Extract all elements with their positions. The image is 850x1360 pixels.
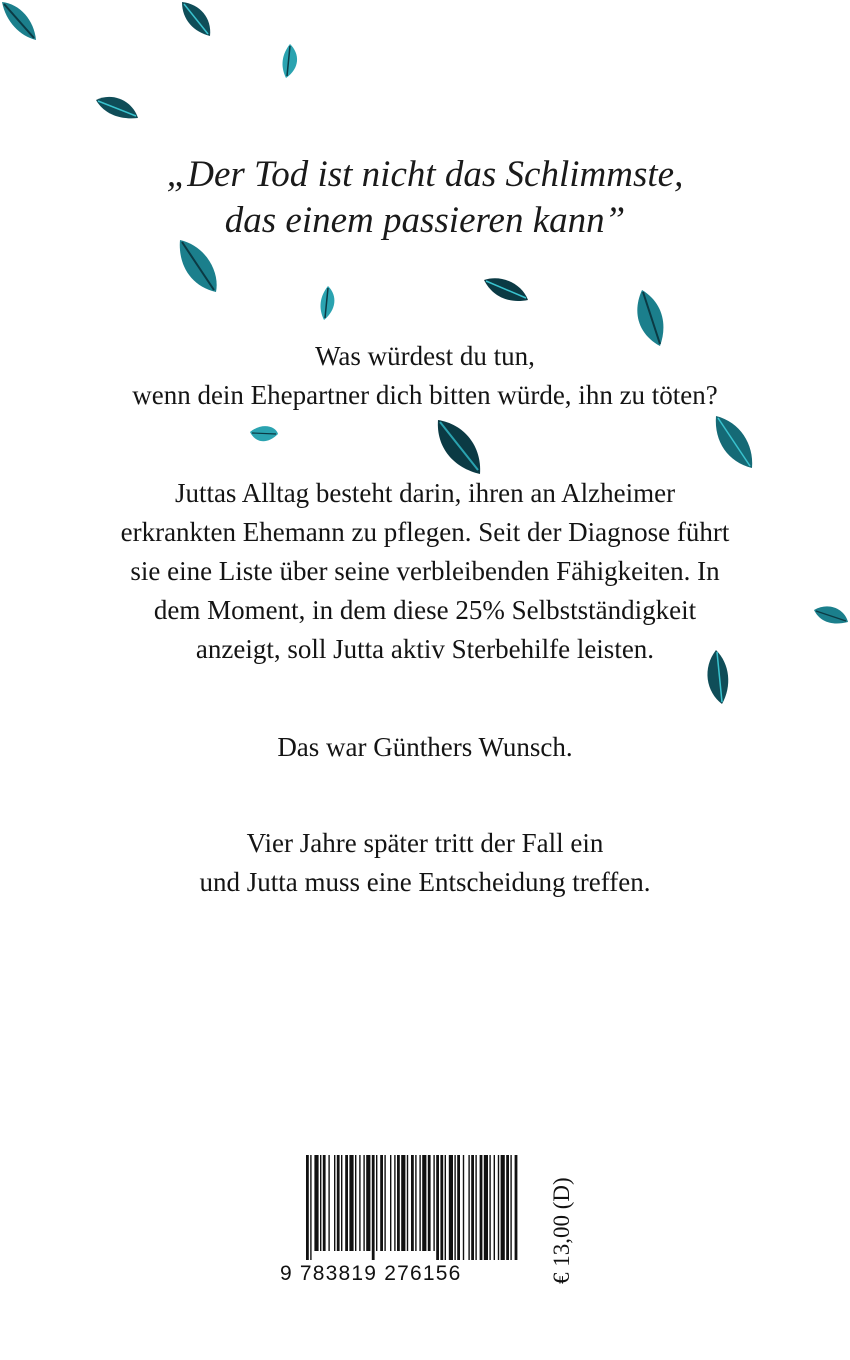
blurb-line: Juttas Alltag besteht darin, ihren an Alzheimer: [174, 478, 676, 508]
leaf-icon: [0, 0, 40, 44]
barcode-bar: [457, 1155, 460, 1260]
barcode-bar: [445, 1155, 446, 1260]
barcode-bar: [471, 1155, 474, 1260]
barcode-bar: [306, 1155, 309, 1260]
blurb-paragraph-3: [0, 728, 850, 767]
barcode-bar: [380, 1155, 383, 1251]
leaf-icon: [94, 94, 140, 122]
barcode-bar: [372, 1155, 375, 1260]
blurb-line: dem Moment, in dem diese 25% Selbstständigkeit: [153, 595, 697, 625]
barcode-bar: [328, 1155, 329, 1251]
barcode-bar: [363, 1155, 364, 1251]
leaf-icon: [176, 238, 220, 294]
barcode-bar: [323, 1155, 326, 1251]
barcode-bar: [463, 1155, 464, 1260]
leaf-icon: [248, 424, 280, 446]
blurb-paragraph-1: [0, 337, 850, 415]
barcode-bar: [359, 1155, 360, 1251]
barcode-bar: [489, 1155, 490, 1260]
barcode-bar: [475, 1155, 476, 1260]
barcode-bar: [415, 1155, 416, 1251]
barcode-bar: [436, 1155, 439, 1260]
barcode-bar: [433, 1155, 434, 1251]
blurb-line: Das war Günthers Wunsch.: [277, 732, 573, 762]
barcode-bar: [310, 1155, 311, 1260]
barcode-bar: [390, 1155, 391, 1251]
barcode-bar: [341, 1155, 342, 1251]
barcode-bar: [401, 1155, 405, 1251]
quote: [0, 152, 850, 244]
barcode-bar: [510, 1155, 511, 1260]
barcode-bar: [366, 1155, 370, 1251]
barcode-bar: [468, 1155, 469, 1260]
barcode-bar: [376, 1155, 377, 1251]
leaf-icon: [712, 414, 756, 470]
barcode-bar: [515, 1155, 518, 1260]
barcode-bar: [428, 1155, 431, 1251]
blurb-line: anzeigt, soll Jutta aktiv Sterbehilfe leisten.: [195, 634, 655, 664]
barcode-bar: [454, 1155, 455, 1260]
leaf-icon: [482, 276, 530, 304]
barcode-bar: [498, 1155, 499, 1260]
blurb-line: sie eine Liste über seine verbleibenden Fähigkeiten. In: [130, 556, 720, 586]
isbn-digits: 9 783819 276156: [280, 1262, 462, 1285]
barcode-bar: [334, 1155, 335, 1251]
blurb-line: Vier Jahre später tritt der Fall ein: [246, 828, 604, 858]
barcode-bar: [394, 1155, 395, 1251]
barcode-icon: [302, 1155, 520, 1260]
barcode-bar: [349, 1155, 353, 1251]
barcode-bar: [494, 1155, 495, 1260]
barcode-bar: [355, 1155, 356, 1251]
barcode-bar: [422, 1155, 426, 1251]
blurb-line: erkrankten Ehemann zu pflegen. Seit der Diagnose führt: [120, 517, 730, 547]
barcode-bar: [320, 1155, 321, 1251]
leaf-icon: [178, 0, 214, 40]
quote-line-2: das einem passieren kann”: [224, 200, 626, 241]
barcode-bar: [337, 1155, 340, 1251]
quote-line-1: „Der Tod ist nicht das Schlimmste,: [166, 154, 684, 195]
leaf-icon: [316, 284, 338, 322]
barcode-bar: [419, 1155, 420, 1251]
blurb-paragraph-4: [0, 824, 850, 902]
barcode-bar: [407, 1155, 408, 1251]
barcode-bar: [506, 1155, 509, 1260]
barcode-bar: [480, 1155, 483, 1260]
price-label: € 13,00 (D): [549, 1177, 574, 1284]
barcode-bar: [501, 1155, 505, 1260]
barcode-bar: [411, 1155, 414, 1251]
leaf-icon: [434, 418, 484, 476]
barcode-bar: [449, 1155, 453, 1260]
barcode-bar: [484, 1155, 488, 1260]
blurb-line: und Jutta muss eine Entscheidung treffen.: [199, 867, 651, 897]
leaf-icon: [278, 42, 302, 80]
barcode-bar: [314, 1155, 318, 1251]
barcode-bar: [440, 1155, 443, 1260]
barcode-bar: [397, 1155, 400, 1251]
blurb-paragraph-2: [0, 474, 850, 669]
barcode-bar: [345, 1155, 348, 1251]
barcode-bar: [384, 1155, 385, 1251]
blurb-line: Was würdest du tun,: [315, 341, 535, 371]
blurb-line: wenn dein Ehepartner dich bitten würde, ihn zu töten?: [132, 380, 718, 410]
